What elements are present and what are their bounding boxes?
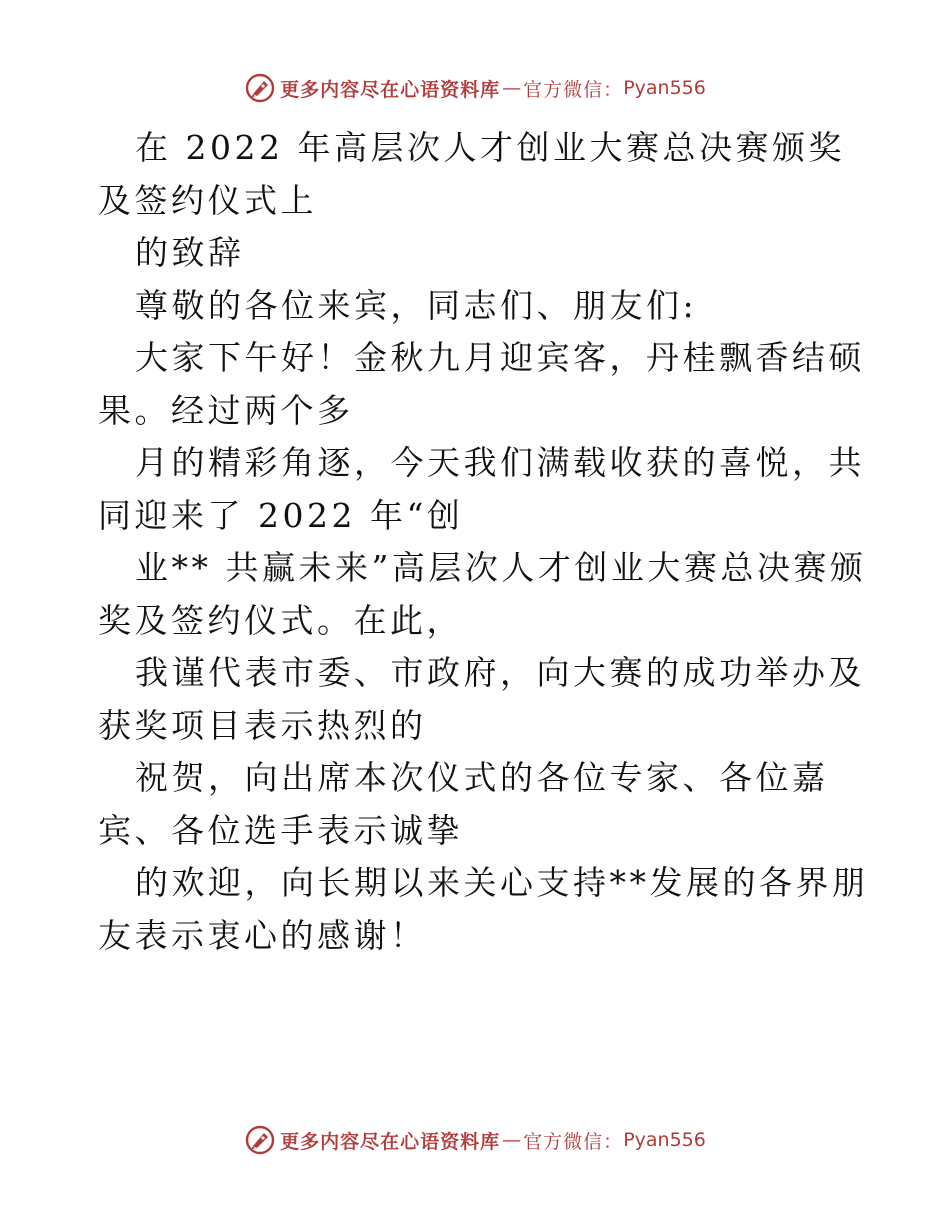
watermark-wechat-id: Pyan556: [623, 77, 706, 99]
watermark-wechat-label: 官方微信：: [523, 1130, 624, 1153]
watermark-dash: —: [502, 77, 522, 99]
paragraph-body-2: 月的精彩角逐，今天我们满载收获的喜悦，共同迎来了 2022 年“创: [98, 443, 865, 535]
paragraph-salutation: 尊敬的各位来宾，同志们、朋友们:: [135, 285, 698, 325]
footer-watermark: [0, 1122, 950, 1158]
watermark-site-name: 更多内容尽在心语资料库: [280, 78, 501, 101]
watermark-dash: —: [502, 1129, 522, 1151]
header-watermark: [0, 70, 950, 106]
watermark-wechat-label: 官方微信：: [523, 78, 624, 101]
paragraph-body-1: 大家下午好！金秋九月迎宾客，丹桂飘香结硕果。经过两个多: [98, 338, 865, 430]
paragraph-title-line2: 的致辞: [135, 233, 245, 272]
watermark-site-name: 更多内容尽在心语资料库: [280, 1130, 501, 1153]
paragraph-body-6: 的欢迎，向长期以来关心支持**发展的各界朋友表示衷心的感谢！: [98, 863, 869, 955]
pen-nib-circle-icon: [244, 72, 276, 104]
paragraph-title-line1: 在 2022 年高层次人才创业大赛总决赛颁奖及签约仪式上: [98, 128, 845, 220]
paragraph-body-4: 我谨代表市委、市政府，向大赛的成功举办及获奖项目表示热烈的: [98, 653, 865, 745]
document-body: [98, 122, 878, 962]
watermark-wechat-id: Pyan556: [623, 1129, 706, 1151]
paragraph-body-3: 业** 共赢未来”高层次人才创业大赛总决赛颁奖及签约仪式。在此，: [98, 548, 867, 640]
paragraph-body-5: 祝贺，向出席本次仪式的各位专家、各位嘉宾、各位选手表示诚挚: [98, 758, 829, 850]
pen-nib-circle-icon: [244, 1124, 276, 1156]
